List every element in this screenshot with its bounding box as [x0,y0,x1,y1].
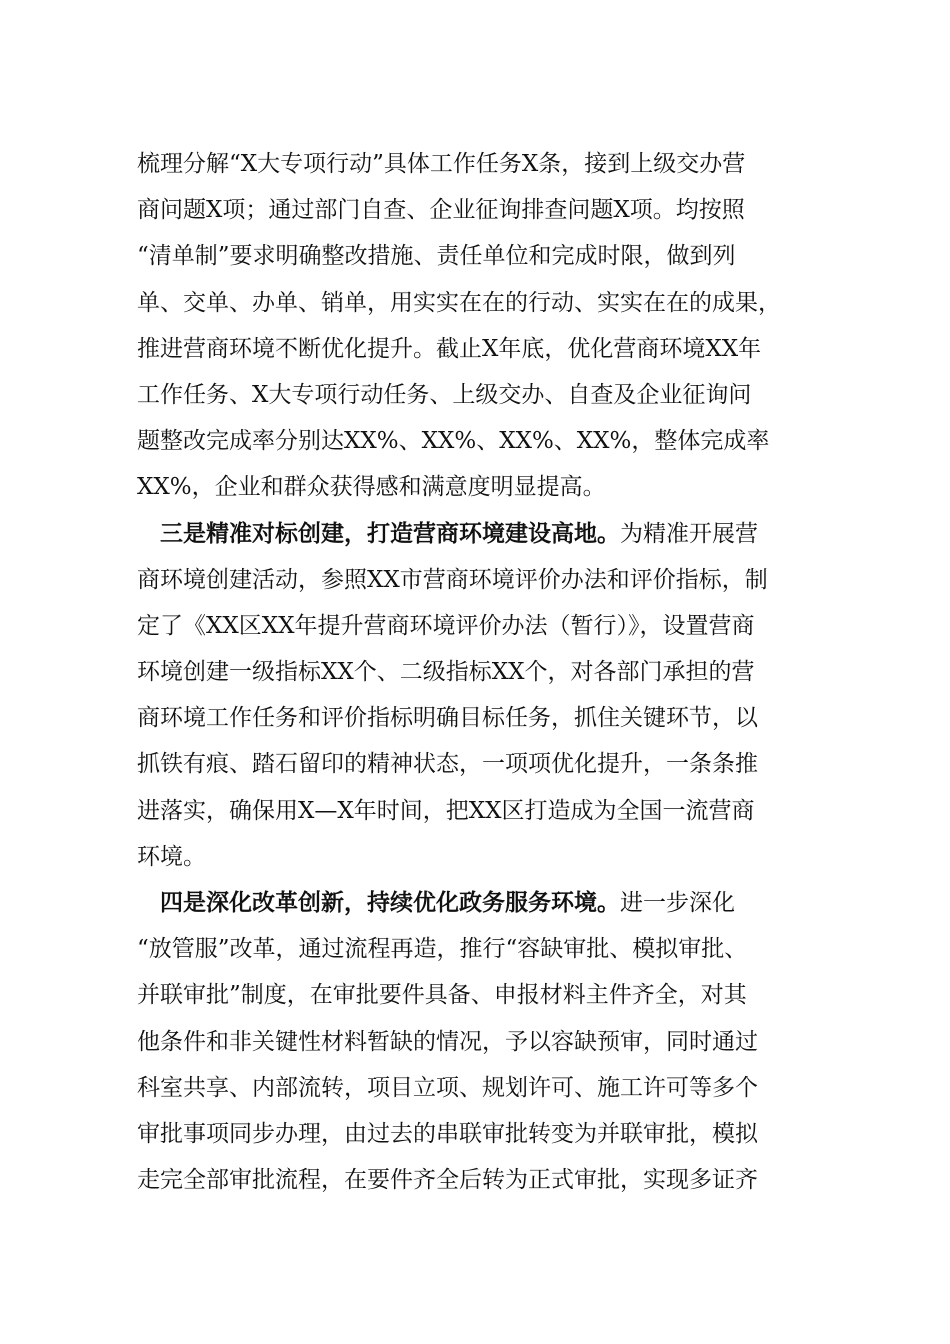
p2-line-4: 环境创建一级指标XX个、二级指标XX个，对各部门承担的营 [137,659,755,686]
p2-line-8: 环境。 [137,843,206,870]
p3-heading: 四是深化改革创新，持续优化政务服务环境。 [160,889,620,916]
p2-first-line-rest: 为精准开展营 [620,520,758,547]
p3-line-6: 审批事项同步办理，由过去的串联审批转变为并联审批，模拟 [137,1120,758,1147]
p2-line-1 [137,511,837,557]
p3-line-4: 他条件和非关键性材料暂缺的情况，予以容缺预审，同时通过 [137,1028,758,1055]
p1-line-1: 梳理分解“X大专项行动”具体工作任务X条，接到上级交办营 [137,151,746,177]
p1-line-4: 单、交单、办单、销单，用实实在在的行动、实实在在的成果， [137,289,781,316]
p1-line-6: 工作任务、X大专项行动任务、上级交办、自查及企业征询问 [137,381,752,408]
p3-first-line-rest: 进一步深化 [620,890,735,916]
p3-line-7: 走完全部审批流程，在要件齐全后转为正式审批，实现多证齐 [137,1167,758,1194]
p1-line-7: 题整改完成率分别达XX%、XX%、XX%、XX%，整体完成率 [137,428,770,455]
p2-line-7: 进落实，确保用X—X年时间，把XX区打造成为全国一流营商 [137,797,755,824]
p3-line-3: 并联审批”制度，在审批要件具备、申报材料主件齐全，对其 [137,982,747,1009]
p3-line-1 [137,880,837,926]
p3-line-2: “放管服”改革，通过流程再造，推行“容缺审批、模拟审批、 [137,936,748,963]
p2-line-3: 定了《XX区XX年提升营商环境评价办法（暂行）》，设置营商 [137,612,755,639]
p2-line-5: 商环境工作任务和评价指标明确目标任务，抓住关键环节，以 [137,705,758,732]
p1-line-8: XX%，企业和群众获得感和满意度明显提高。 [137,474,606,501]
document-body [137,141,837,1203]
p2-line-2: 商环境创建活动，参照XX市营商环境评价办法和评价指标，制 [137,566,768,593]
p3-line-5: 科室共享、内部流转，项目立项、规划许可、施工许可等多个 [137,1074,758,1101]
p2-line-6: 抓铁有痕、踏石留印的精神状态，一项项优化提升，一条条推 [137,751,758,778]
p1-line-2: 商问题X项；通过部门自查、企业征询排查问题X项。均按照 [137,197,745,224]
p2-heading: 三是精准对标创建，打造营商环境建设高地。 [160,519,620,547]
p1-line-3: “清单制”要求明确整改措施、责任单位和完成时限，做到列 [137,243,736,270]
p1-line-5: 推进营商环境不断优化提升。截止X年底，优化营商环境XX年 [137,335,762,362]
